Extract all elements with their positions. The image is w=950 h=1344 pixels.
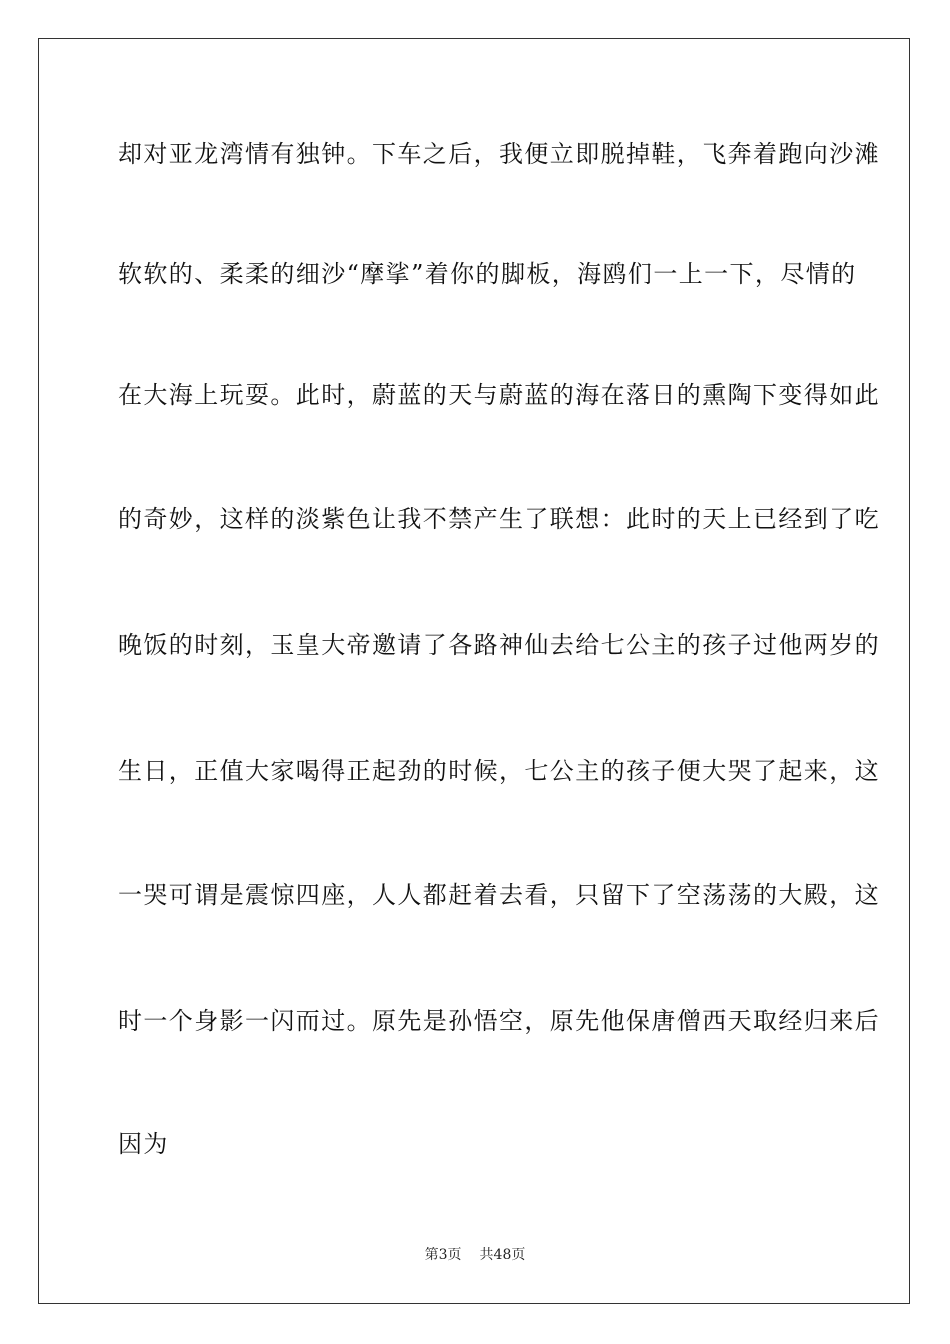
body-text-line-6: 生日，正值大家喝得正起劲的时候，七公主的孩子便大哭了起来，这 [118, 757, 880, 785]
total-pages: 共48页 [479, 1247, 526, 1263]
page-border [38, 38, 910, 1304]
page-number: 第3页 [424, 1247, 462, 1263]
body-text-line-9: 因为 [118, 1130, 169, 1158]
body-text-line-3: 在大海上玩耍。此时，蔚蓝的天与蔚蓝的海在落日的熏陶下变得如此 [118, 381, 880, 409]
body-text-line-2: 软软的、柔柔的细沙“摩挲”着你的脚板，海鸥们一上一下，尽情的 [118, 260, 857, 288]
body-text-line-5: 晚饭的时刻，玉皇大帝邀请了各路神仙去给七公主的孩子过他两岁的 [118, 631, 880, 659]
body-text-line-1: 却对亚龙湾情有独钟。下车之后，我便立即脱掉鞋，飞奔着跑向沙滩 [118, 140, 880, 168]
page-footer [0, 1246, 950, 1264]
body-text-line-7: 一哭可谓是震惊四座，人人都赶着去看，只留下了空荡荡的大殿，这 [118, 881, 880, 909]
body-text-line-4: 的奇妙，这样的淡紫色让我不禁产生了联想：此时的天上已经到了吃 [118, 505, 880, 533]
body-text-line-8: 时一个身影一闪而过。原先是孙悟空，原先他保唐僧西天取经归来后 [118, 1007, 880, 1035]
